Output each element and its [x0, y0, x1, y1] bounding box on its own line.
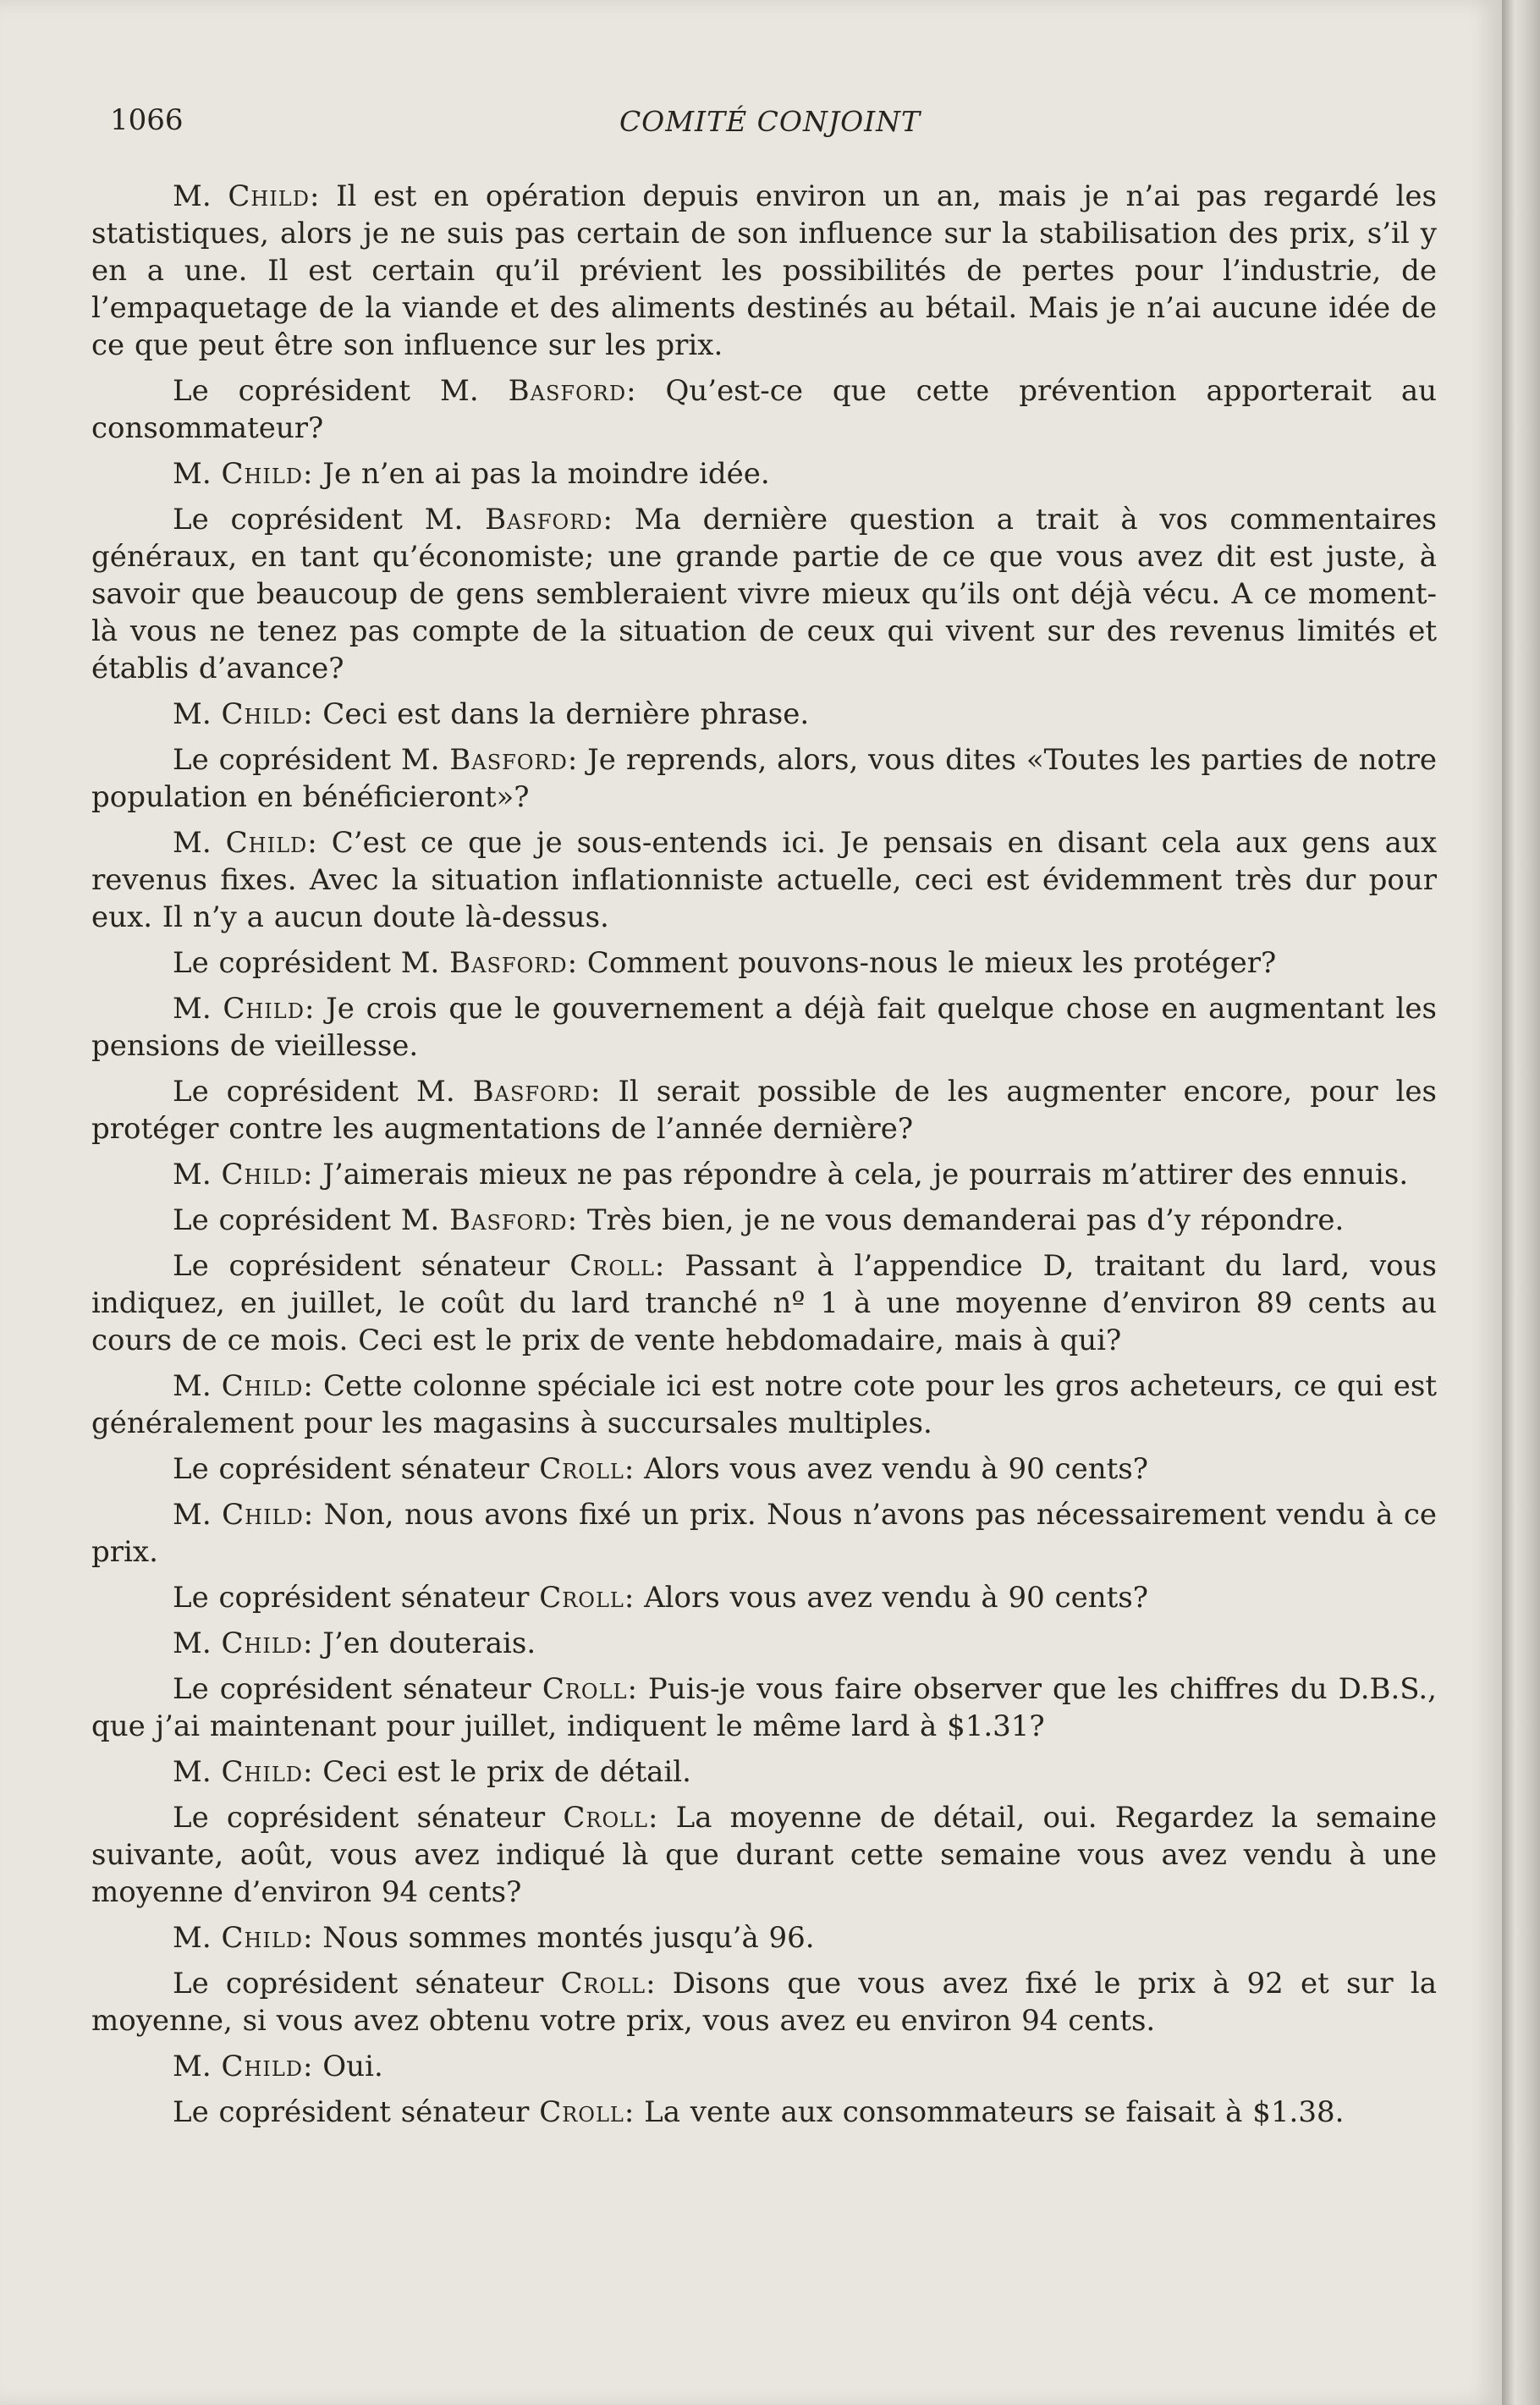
speaker-name: Child — [221, 1755, 304, 1789]
transcript-paragraph — [91, 1625, 1437, 1662]
transcript-paragraph — [91, 1368, 1437, 1442]
speaker-name: Child — [221, 1626, 304, 1660]
speaker-title: M. — [173, 1626, 222, 1660]
transcript-paragraph — [91, 2048, 1437, 2085]
transcript-paragraph — [91, 944, 1437, 982]
speaker-name: Child — [221, 457, 304, 491]
speaker-title: Le coprésident sénateur — [173, 1672, 542, 1706]
speaker-title: Le coprésident sénateur — [173, 1581, 540, 1615]
transcript-paragraph — [91, 178, 1437, 364]
speaker-title: Le coprésident M. — [173, 946, 450, 980]
speech-text: : Ceci est dans la dernière phrase. — [303, 697, 810, 731]
speech-text: : Très bien, je ne vous demanderai pas d’y répondre. — [567, 1203, 1345, 1237]
transcript-paragraph — [91, 2094, 1437, 2131]
transcript-paragraph — [91, 1156, 1437, 1193]
speech-text: : Cette colonne spéciale ici est notre cote pour les gros acheteurs, ce qui est généralement pour les magasins à succursales multiples. — [91, 1369, 1437, 1440]
speech-text: : Ceci est le prix de détail. — [303, 1755, 691, 1789]
speaker-title: Le coprésident sénateur — [173, 1249, 570, 1283]
book-binding-edge — [1502, 0, 1540, 2405]
speaker-title: Le coprésident M. — [173, 1075, 473, 1109]
transcript-paragraph — [91, 1496, 1437, 1571]
speech-text: : J’en douterais. — [303, 1626, 536, 1660]
speech-text: : Je crois que le gouvernement a déjà fait quelque chose en augmentant les pensions de vieillesse. — [91, 992, 1437, 1063]
speaker-name: Child — [223, 992, 305, 1026]
speech-text: : La vente aux consommateurs se faisait à $1.38. — [624, 2095, 1345, 2129]
transcript-paragraph — [91, 1450, 1437, 1488]
page-header — [110, 103, 1430, 154]
speaker-name: Child — [221, 697, 304, 731]
transcript-paragraph — [91, 1073, 1437, 1147]
speaker-name: Croll — [560, 1967, 646, 2000]
speaker-name: Basford — [449, 946, 568, 980]
speaker-title: Le coprésident sénateur — [173, 1967, 561, 2000]
speaker-name: Croll — [539, 2095, 624, 2129]
speaker-title: Le coprésident M. — [173, 503, 486, 537]
speaker-name: Child — [221, 1369, 304, 1403]
speech-text: : Il serait possible de les augmenter encore, pour les protéger contre les augmentations de l’année dernière? — [91, 1075, 1437, 1146]
speaker-title: M. — [173, 992, 223, 1026]
speaker-name: Basford — [472, 1075, 591, 1109]
speech-text: : Je n’en ai pas la moindre idée. — [303, 457, 770, 491]
speech-text: : Disons que vous avez fixé le prix à 92 et sur la moyenne, si vous avez obtenu votre prix, vous avez eu environ 94 cents. — [91, 1967, 1437, 2038]
speaker-name: Child — [228, 179, 310, 213]
speaker-name: Basford — [449, 743, 568, 777]
speaker-title: M. — [173, 1755, 222, 1789]
speaker-title: M. — [173, 1921, 222, 1955]
speech-text: : Comment pouvons-nous le mieux les protéger? — [567, 946, 1277, 980]
speaker-title: M. — [173, 1369, 222, 1403]
speaker-name: Croll — [542, 1672, 628, 1706]
speech-text: : Non, nous avons fixé un prix. Nous n’avons pas nécessairement vendu à ce prix. — [91, 1498, 1438, 1569]
speech-text: : Ma dernière question a trait à vos commentaires généraux, en tant qu’économiste; une grande partie de ce que vous avez dit est juste, à savoir que beaucoup de gens sembleraient vivre mieux qu’ils ont déjà vécu. A ce moment-là vous ne tenez pas compte de la situation de ceux qui vivent sur des revenus limités et établis d’avance? — [91, 503, 1437, 685]
speech-text: : Je reprends, alors, vous dites «Toutes les parties de notre population en bénéficieront»? — [91, 743, 1437, 814]
transcript-paragraph — [91, 1965, 1437, 2039]
transcript-body — [91, 178, 1437, 2139]
speaker-name: Croll — [539, 1452, 624, 1486]
speaker-title: Le coprésident sénateur — [173, 2095, 540, 2129]
transcript-paragraph — [91, 1799, 1437, 1911]
speaker-name: Child — [221, 1158, 304, 1191]
transcript-paragraph — [91, 990, 1437, 1065]
transcript-paragraph — [91, 1579, 1437, 1616]
speech-text: : Qu’est-ce que cette prévention apporterait au consommateur? — [91, 374, 1437, 445]
transcript-paragraph — [91, 1247, 1437, 1359]
speech-text: : C’est ce que je sous-entends ici. Je pensais en disant cela aux gens aux revenus fixes. Avec la situation inflationniste actuelle, ceci est évidemment très dur pour eux. Il n’y a aucun doute là-dessus. — [91, 826, 1437, 934]
running-title: COMITÉ CONJOINT — [619, 105, 921, 138]
speaker-name: Croll — [539, 1581, 624, 1615]
speaker-title: Le coprésident sénateur — [173, 1452, 540, 1486]
transcript-paragraph — [91, 501, 1437, 687]
speech-text: : Il est en opération depuis environ un an, mais je n’ai pas regardé les statistiques, alors je ne suis pas certain de son influence sur la stabilisation des prix, s’il y en a une. Il est certain qu’il prévient les possibilités de pertes pour l’industrie, de l’empaquetage de la viande et des aliments destinés au bétail. Mais je n’ai aucune idée de ce que peut être son influence sur les prix. — [91, 179, 1437, 362]
transcript-paragraph — [91, 1753, 1437, 1791]
speaker-name: Child — [225, 826, 308, 860]
speech-text: : Alors vous avez vendu à 90 cents? — [624, 1581, 1148, 1615]
speaker-name: Basford — [485, 503, 603, 537]
speaker-title: M. — [173, 2050, 222, 2083]
speaker-title: M. — [173, 697, 222, 731]
speaker-title: Le coprésident M. — [173, 374, 509, 408]
speaker-name: Croll — [563, 1801, 648, 1835]
speaker-name: Basford — [508, 374, 627, 408]
speaker-name: Basford — [449, 1203, 568, 1237]
speech-text: : Nous sommes montés jusqu’à 96. — [303, 1921, 815, 1955]
speaker-title: M. — [173, 457, 222, 491]
speaker-title: M. — [173, 1158, 222, 1191]
transcript-paragraph — [91, 824, 1437, 936]
speaker-title: M. — [173, 179, 228, 213]
speech-text: : Oui. — [303, 2050, 383, 2083]
speech-text: : Alors vous avez vendu à 90 cents? — [624, 1452, 1148, 1486]
speaker-title: Le coprésident sénateur — [173, 1801, 564, 1835]
speaker-name: Child — [221, 2050, 304, 2083]
speech-text: : La moyenne de détail, oui. Regardez la semaine suivante, août, vous avez indiqué là que durant cette semaine vous avez vendu à une moyenne d’environ 94 cents? — [91, 1801, 1437, 1909]
transcript-paragraph — [91, 1670, 1437, 1745]
speaker-name: Child — [222, 1498, 304, 1532]
speaker-name: Child — [221, 1921, 304, 1955]
transcript-paragraph — [91, 741, 1437, 816]
page-number: 1066 — [110, 103, 184, 137]
speaker-name: Croll — [569, 1249, 655, 1283]
speech-text: : J’aimerais mieux ne pas répondre à cela, je pourrais m’attirer des ennuis. — [303, 1158, 1409, 1191]
speaker-title: Le coprésident M. — [173, 743, 450, 777]
speaker-title: Le coprésident M. — [173, 1203, 450, 1237]
transcript-paragraph — [91, 696, 1437, 733]
transcript-paragraph — [91, 455, 1437, 493]
transcript-paragraph — [91, 1202, 1437, 1239]
speech-text: : Puis-je vous faire observer que les chiffres du D.B.S., que j’ai maintenant pour juillet, indiquent le même lard à $1.31? — [91, 1672, 1437, 1743]
speaker-title: M. — [173, 1498, 223, 1532]
transcript-paragraph — [91, 372, 1437, 447]
speech-text: : Passant à l’appendice D, traitant du lard, vous indiquez, en juillet, le coût du lard tranché nº 1 à une moyenne d’environ 89 cents au cours de ce mois. Ceci est le prix de vente hebdomadaire, mais à qui? — [91, 1249, 1437, 1357]
speaker-title: M. — [173, 826, 226, 860]
transcript-paragraph — [91, 1919, 1437, 1956]
